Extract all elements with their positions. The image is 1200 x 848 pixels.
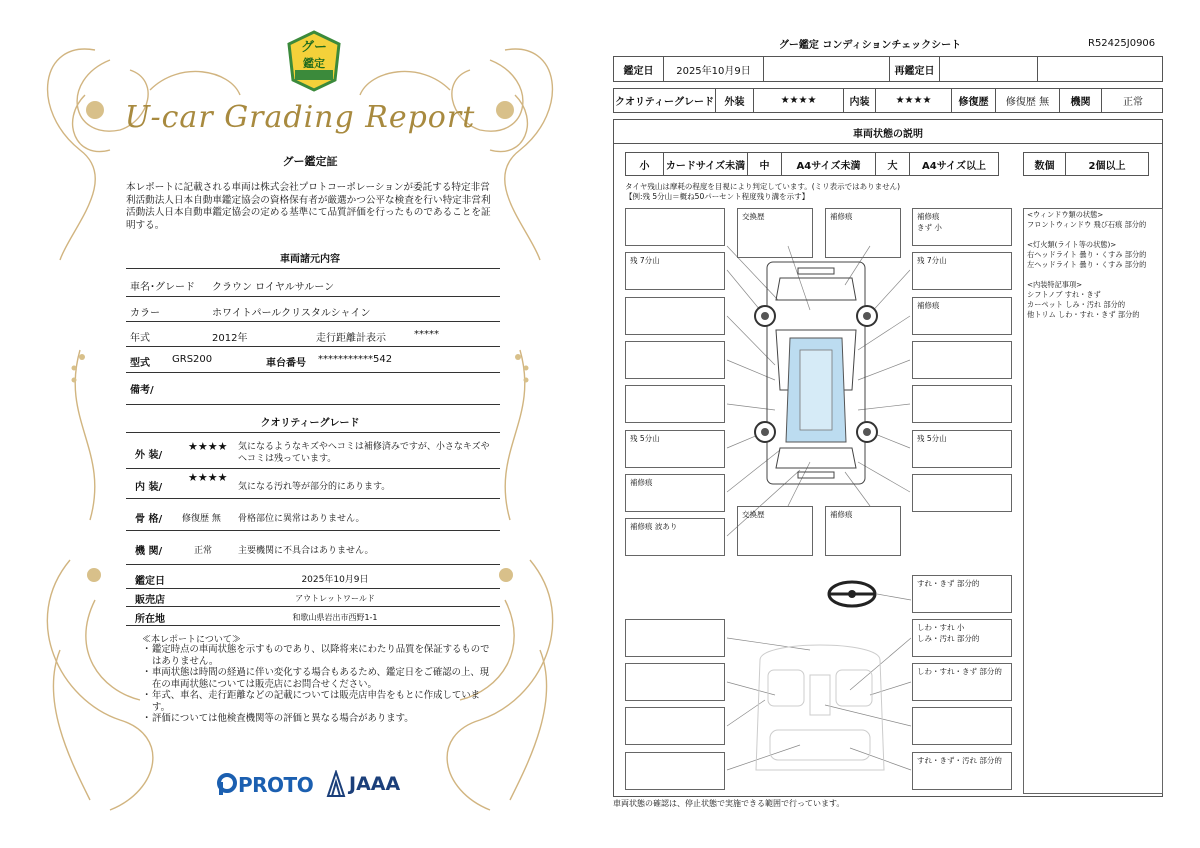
badge-top-text: グー: [300, 40, 327, 55]
section-title: 車両状態の説明: [853, 129, 923, 140]
tire-note: タイヤ残山は摩耗の程度を目視により判定しています。(ミリ表示ではありません): [625, 182, 901, 191]
special-notes: <ウィンドウ類の状態> フロントウィンドウ 飛び石痕 部分的 <灯火類(ライト等の状態)> 右ヘッドライト 曇り・くすみ 部分的 左ヘッドライト 曇り・くすみ 部分的 <内装特記事項> シフトノブ すれ・きず カーペット しみ・汚れ 部分的 他トリム しわ・すれ・きず 部分的: [1023, 208, 1163, 794]
engine-value: 正常: [194, 546, 213, 556]
report-id: R52425J0906: [1088, 38, 1156, 49]
car-name-value: クラウン ロイヤルサルーン: [212, 282, 335, 293]
int-note-box: [625, 752, 725, 790]
condition-check-sheet: [600, 0, 1200, 848]
engine-label: 機 関/: [135, 546, 163, 557]
about-list: [142, 644, 492, 725]
legend-medium: 中: [748, 153, 782, 175]
ext-note-right-7: 残 5分山: [912, 430, 1012, 468]
legend-large-desc: A4サイズ以上: [922, 160, 986, 172]
year-label: 年式: [130, 333, 150, 344]
model-value: GRS200: [172, 354, 213, 365]
divider: [126, 498, 500, 499]
divider: [126, 588, 500, 589]
int-note-box: [912, 707, 1012, 745]
divider: [126, 404, 500, 405]
interior-desc: 気になる汚れ等が部分的にあります。: [238, 482, 391, 492]
divider: [126, 564, 500, 565]
exterior-stars: ★★★★: [754, 89, 844, 112]
sheet-title: グー鑑定 コンディションチェックシート: [778, 40, 962, 51]
legend-small: 小: [626, 153, 664, 175]
about-heading: ≪本レポートについて≫: [142, 635, 241, 645]
address-value: 和歌山県岩出市西野1-1: [292, 613, 378, 622]
repair-label: 修復歴: [952, 89, 996, 112]
int-note-steering: すれ・きず 部分的: [912, 575, 1012, 613]
exterior-label: 外 装/: [135, 450, 163, 461]
badge-bottom-text: 鑑定: [303, 57, 325, 70]
ext-note-top-right: 補修痕 きず 小: [912, 208, 1012, 246]
color-label: カラー: [130, 308, 160, 319]
ext-note-left-8: 補修痕: [625, 474, 725, 512]
reinspect-label: 再鑑定日: [890, 57, 940, 81]
engine-label: 機関: [1060, 89, 1102, 112]
divider: [126, 321, 500, 322]
mileage-value: *****: [414, 329, 439, 340]
int-note-right-5: すれ・きず・汚れ 部分的: [912, 752, 1012, 790]
jaaa-logo-icon: [326, 770, 346, 798]
model-label: 型式: [130, 358, 150, 369]
chassis-label: 車台番号: [266, 358, 306, 369]
date-label: 鑑定日: [135, 576, 165, 587]
divider: [126, 296, 500, 297]
year-value: 2012年: [212, 333, 248, 344]
divider: [126, 268, 500, 269]
ext-note-left-2: 残 7分山: [625, 252, 725, 290]
color-value: ホワイトパールクリスタルシャイン: [212, 308, 371, 319]
int-note-box: [625, 619, 725, 657]
frame-label: 骨 格/: [135, 514, 163, 525]
exterior-stars: ★★★★: [188, 440, 228, 453]
interior-stars: ★★★★: [188, 471, 228, 484]
quality-label: クオリティーグレード: [614, 89, 716, 112]
mileage-label: 走行距離計表示: [316, 333, 386, 344]
dealer-label: 販売店: [135, 595, 165, 606]
int-note-right-2: しわ・すれ 小 しみ・汚れ 部分的: [912, 619, 1012, 657]
engine-desc: 主要機関に不具合はありません。: [238, 546, 374, 556]
car-name-label: 車名･グレード: [130, 282, 195, 293]
ext-note-left-9: 補修痕 波あり: [625, 518, 725, 556]
legend-medium-desc: A4サイズ未満: [782, 153, 876, 175]
exterior-label: 外装: [716, 89, 754, 112]
date-value: 2025年10月9日: [664, 57, 764, 81]
about-item: ・ 車両状態は時間の経過に伴い変化する場合もあるため、鑑定日をご確認の上、現在の車両状態については販売店にお問合せください。: [142, 667, 490, 690]
about-item: ・ 年式、車名、走行距離などの記載については販売店申告をもとに作成しています。: [142, 690, 480, 713]
about-item: ・ 評価については他検査機関等の評価と異なる場合があります。: [142, 713, 414, 724]
int-note-box: [625, 663, 725, 701]
legend-small-desc: カードサイズ未満: [664, 153, 748, 175]
quality-heading: クオリティーグレード: [260, 418, 360, 429]
about-item: ・ 鑑定時点の車両状態を示すものであり、以降将来にわたり品質を保証するものではありません。: [142, 644, 490, 667]
int-note-box: [625, 707, 725, 745]
ext-note-top-1: 交換歴: [737, 208, 813, 258]
ext-note-top-2: 補修痕: [825, 208, 901, 258]
ext-note-bottom-1: 交換歴: [737, 506, 813, 556]
ext-note-bottom-2: 補修痕: [825, 506, 901, 556]
jaaa-logo-text: JAAA: [349, 773, 401, 795]
tire-example: 【例:残 5分山＝概ね50パーセント程度残り溝を示す】: [625, 192, 810, 201]
divider: [126, 432, 500, 433]
chassis-value: ***********542: [318, 354, 393, 365]
date-value: 2025年10月9日: [301, 575, 369, 585]
proto-logo-icon: [216, 772, 238, 796]
divider: [126, 372, 500, 373]
address-label: 所在地: [135, 614, 165, 625]
divider: [126, 346, 500, 347]
footer-note: 車両状態の確認は、停止状態で実施できる範囲で行っています。: [613, 799, 845, 808]
int-note-right-3: しわ・すれ・きず 部分的: [912, 663, 1012, 701]
interior-label: 内 装/: [135, 482, 163, 493]
certificate-subtitle: グー鑑定証: [282, 155, 338, 168]
frame-desc: 骨格部位に異常はありません。: [238, 514, 365, 524]
divider: [126, 606, 500, 607]
interior-stars: ★★★★: [876, 89, 952, 112]
report-title: U-car Grading Report: [124, 100, 476, 135]
remarks-label: 備考/: [130, 385, 154, 396]
divider: [126, 530, 500, 531]
divider: [126, 468, 500, 469]
exterior-desc: 気になるようなキズやヘコミは補修済みですが、小さなキズやヘコミは残っています。: [238, 442, 490, 464]
frame-value: 修復歴 無: [182, 514, 221, 524]
date-label: 鑑定日: [614, 57, 664, 81]
divider: [126, 625, 500, 626]
ext-note-left-7: 残 5分山: [625, 430, 725, 468]
ext-note-right-3: 補修痕: [912, 297, 1012, 335]
proto-logo-text: PROTO: [238, 773, 314, 797]
count-label: 数個: [1024, 153, 1066, 175]
dealer-value: アウトレットワールド: [295, 594, 375, 603]
repair-value: 修復歴 無: [996, 89, 1060, 112]
ext-note-right-2: 残 7分山: [912, 252, 1012, 290]
interior-label: 内装: [844, 89, 876, 112]
engine-value: 正常: [1123, 97, 1143, 108]
count-value: 2個以上: [1088, 160, 1126, 172]
specs-heading: 車両諸元内容: [280, 254, 340, 265]
legend-large: 大: [876, 153, 910, 175]
intro-text: 本レポートに記載される車両は株式会社プロトコーポレーションが委託する特定非営利活動法人日本自動車鑑定協会の資格保有者が厳選かつ公平な検査を行い特定非営利活動法人日本自動車鑑定協会の定める基準にて品質評価を行ったものであることを証明する。: [126, 182, 491, 231]
